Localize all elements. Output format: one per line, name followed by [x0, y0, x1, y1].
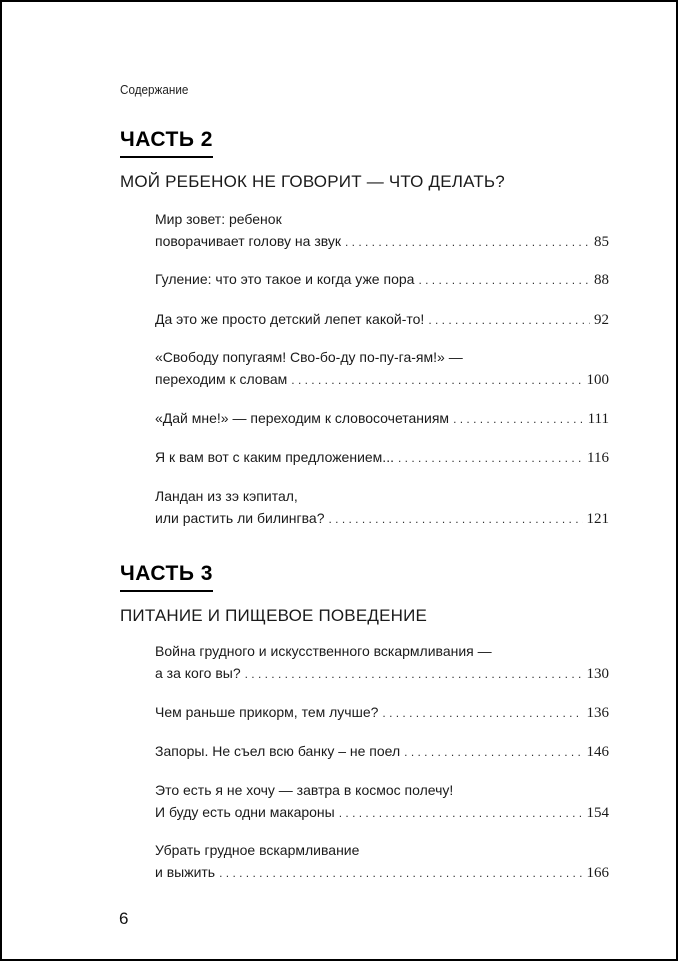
part-2-header [120, 128, 620, 192]
entry-title: Я к вам вот с каким предложением... [155, 449, 394, 465]
page-ref: 88 [594, 272, 609, 288]
page-number: 6 [119, 909, 129, 928]
toc-entry[interactable] [155, 268, 609, 291]
toc-entry[interactable] [155, 485, 609, 530]
entry-title: Да это же просто детский лепет какой-то! [155, 311, 425, 327]
entry-title-line1: Убрать грудное вскармливание [155, 842, 360, 858]
dot-leader [345, 231, 590, 253]
dot-leader [291, 369, 582, 391]
entry-title: И буду есть одни макароны [155, 804, 335, 820]
entry-title: а за кого вы? [155, 665, 241, 681]
part-title: МОЙ РЕБЕНОК НЕ ГОВОРИТ — ЧТО ДЕЛАТЬ? [120, 172, 505, 191]
page-ref: 116 [587, 450, 609, 466]
dot-leader [453, 408, 584, 430]
page-ref: 121 [586, 511, 609, 527]
entry-title: Чем раньше прикорм, тем лучше? [155, 704, 379, 720]
entry-title: Гуление: что это такое и когда уже пора [155, 271, 415, 287]
toc-entry[interactable] [155, 308, 609, 331]
entry-title-line1: Это есть я не хочу — завтра в космос полечу! [155, 782, 454, 798]
page-ref: 111 [587, 411, 609, 427]
entry-title-line1: «Свободу попугаям! Сво-бо-ду по-пу-га-ям!» — [155, 349, 463, 365]
part-label: ЧАСТЬ 3 [120, 562, 213, 592]
page-ref: 166 [586, 865, 609, 881]
entry-title-line1: Война грудного и искусственного вскармливания — [155, 643, 492, 659]
toc-entry[interactable] [155, 779, 609, 824]
dot-leader [404, 741, 582, 763]
toc-entry[interactable] [155, 701, 609, 724]
page-ref: 154 [586, 805, 609, 821]
entry-title: и выжить [155, 864, 216, 880]
page-ref: 92 [594, 312, 609, 328]
page-ref: 146 [586, 744, 609, 760]
dot-leader [418, 269, 590, 291]
dot-leader [382, 702, 582, 724]
toc-entry[interactable] [155, 407, 609, 430]
entry-title-line1: Ландан из зэ кэпитал, [155, 488, 298, 504]
page-ref: 130 [586, 666, 609, 682]
dot-leader [245, 663, 583, 685]
entry-title: поворачивает голову на звук [155, 233, 341, 249]
part-label: ЧАСТЬ 2 [120, 128, 213, 158]
toc-entry[interactable] [155, 208, 609, 253]
toc-entry[interactable] [155, 839, 609, 884]
running-head: Содержание [120, 82, 189, 97]
dot-leader [329, 508, 583, 530]
page-ref: 100 [586, 372, 609, 388]
dot-leader [398, 447, 583, 469]
part-3-header [120, 562, 620, 626]
toc-entry[interactable] [155, 446, 609, 469]
dot-leader [428, 309, 590, 331]
entry-title: «Дай мне!» — переходим к словосочетаниям [155, 410, 450, 426]
dot-leader [339, 802, 583, 824]
page-ref: 85 [594, 234, 609, 250]
dot-leader [219, 862, 582, 884]
toc-entry[interactable] [155, 640, 609, 685]
page-ref: 136 [586, 705, 609, 721]
entry-title: или растить ли билингва? [155, 510, 325, 526]
toc-entry[interactable] [155, 740, 609, 763]
entry-title-line1: Мир зовет: ребенок [155, 211, 282, 227]
part-title: ПИТАНИЕ И ПИЩЕВОЕ ПОВЕДЕНИЕ [120, 606, 428, 625]
entry-title: Запоры. Не съел всю банку – не поел [155, 743, 401, 759]
entry-title: переходим к словам [155, 371, 288, 387]
toc-entry[interactable] [155, 346, 609, 391]
